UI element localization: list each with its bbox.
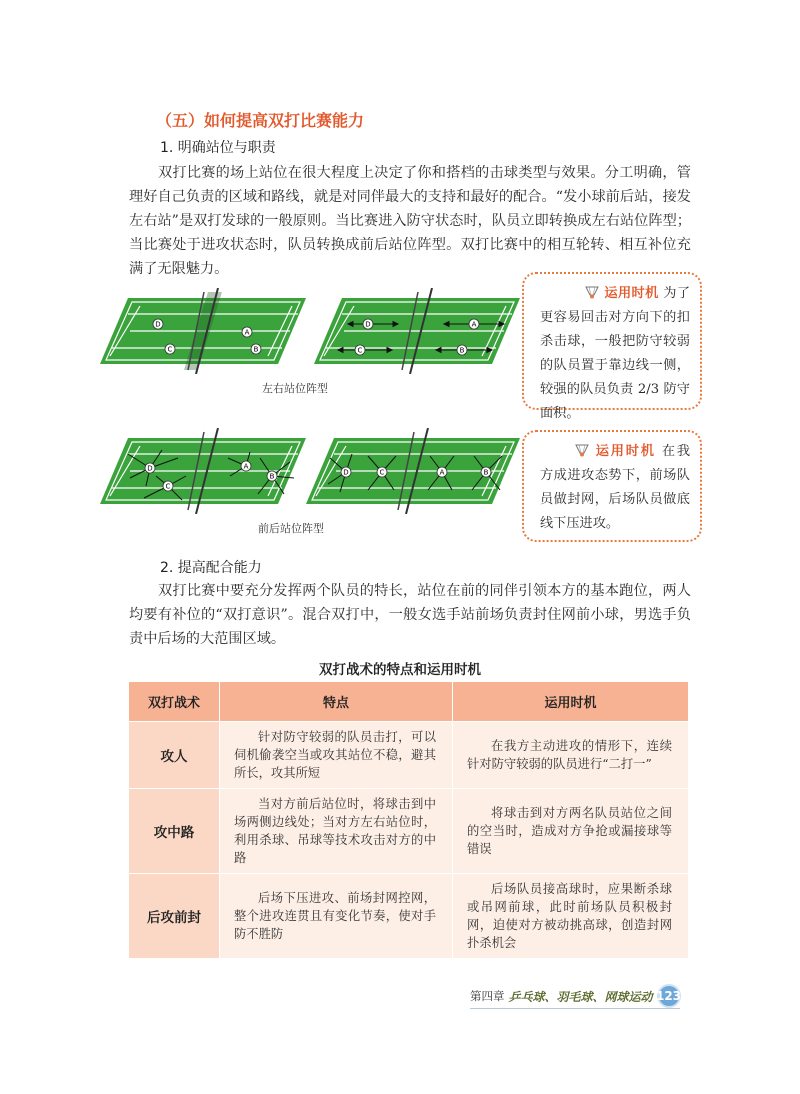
shuttlecock-icon [574, 443, 590, 457]
player-label: A [243, 462, 249, 471]
player-label: D [147, 464, 153, 473]
player-label: C [379, 468, 385, 477]
tactic-name: 后攻前封 [129, 874, 220, 959]
chapter-title: 乒乓球、羽毛球、网球运动 [508, 989, 653, 1004]
tactics-table [128, 681, 689, 959]
player-label: B [269, 472, 275, 481]
footer-divider [470, 1008, 680, 1009]
paragraph-station: 双打比赛的场上站位在很大程度上决定了你和搭档的击球类型与效果。分工明确，管理好自己负责的区域和路线，就是对同伴最大的支持和最好的配合。“发小球前后站，接发左右站”是双打发球的一般原则。当比赛进入防守状态时，队员立即转换成左右站位阵型；当比赛处于进攻状态时，队员转换成前后站位阵型。双打比赛中的相互轮转、相互补位充满了无限魅力。 [129, 165, 691, 277]
tip-title: 运用时机 [594, 444, 656, 459]
tip-box-attack [522, 430, 702, 542]
player-label: C [357, 346, 363, 355]
table-header: 特点 [220, 682, 453, 722]
figure-caption-front: 前后站位阵型 [258, 522, 324, 535]
court-side-by-side-defense [314, 288, 520, 374]
player-label: B [253, 345, 259, 354]
table-title: 双打战术的特点和运用时机 [319, 662, 481, 678]
tactic-name: 攻中路 [129, 789, 220, 874]
tip-text: 在我方成进攻态势下，前场队员做封网，后场队员做底线下压进攻。 [540, 444, 691, 531]
chapter-label: 第四章 [470, 989, 505, 1003]
player-label: D [365, 320, 371, 329]
player-label: C [165, 482, 171, 491]
table-row [129, 874, 689, 959]
tactic-feature: 后场下压进攻、前场封网控网，整个进攻连贯且有变化节奏，使对手防不胜防 [220, 874, 453, 959]
table-header: 运用时机 [453, 682, 689, 722]
tactic-timing: 后场队员接高球时，应果断杀球或吊网前球，此时前场队员积极封网，迫使对方被动挑高球，创造封网扑杀机会 [453, 874, 689, 959]
table-header: 双打战术 [129, 682, 220, 722]
player-label: B [483, 468, 489, 477]
tactic-feature: 当对方前后站位时，将球击到中场两侧边线处；当对方左右站位时，利用杀球、吊球等技术攻击对方的中路 [220, 789, 453, 874]
player-label: A [244, 328, 250, 337]
player-label: D [343, 468, 349, 477]
tip-text: 为了更容易回击对方向下的扣杀击球，一般把防守较弱的队员置于靠边线一侧，较强的队员负责 2/3 防守面积。 [540, 286, 691, 421]
table-row [129, 722, 689, 789]
paragraph-cooperation: 双打比赛中要充分发挥两个队员的特长，站位在前的同伴引领本方的基本跑位，两人均要有补位的“双打意识”。混合双打中，一般女选手站前场负责封住网前小球，男选手负责中后场的大范围区域。 [129, 583, 691, 647]
section-heading: （五）如何提高双打比赛能力 [156, 111, 365, 130]
subheading-cooperation: 2. 提高配合能力 [160, 560, 262, 576]
tactic-timing: 将球击到对方两名队员站位之间的空当时，造成对方争抢或漏接球等错误 [453, 789, 689, 874]
player-label: C [167, 345, 173, 354]
subheading-station: 1. 明确站位与职责 [160, 140, 276, 156]
court-front-back-attack [100, 428, 306, 514]
table-header-row [129, 682, 689, 722]
player-label: B [459, 346, 465, 355]
tactic-feature: 针对防守较弱的队员击打，可以伺机偷袭空当或攻其站位不稳，避其所长，攻其所短 [220, 722, 453, 789]
court-side-by-side-serve [100, 288, 306, 374]
court-front-back-rotation [306, 428, 520, 514]
tactic-name: 攻人 [129, 722, 220, 789]
player-label: A [471, 320, 477, 329]
table-row [129, 789, 689, 874]
player-label: D [155, 320, 161, 329]
shuttlecock-icon [584, 285, 600, 299]
page-number: 123 [657, 984, 681, 1008]
player-label: A [439, 468, 445, 477]
tip-box-defense [522, 272, 702, 421]
tactic-timing: 在我方主动进攻的情形下，连续针对防守较弱的队员进行“二打一” [453, 722, 689, 789]
tip-title: 运用时机 [604, 286, 659, 301]
page-footer [470, 985, 681, 1007]
figure-caption-side: 左右站位阵型 [262, 382, 328, 395]
